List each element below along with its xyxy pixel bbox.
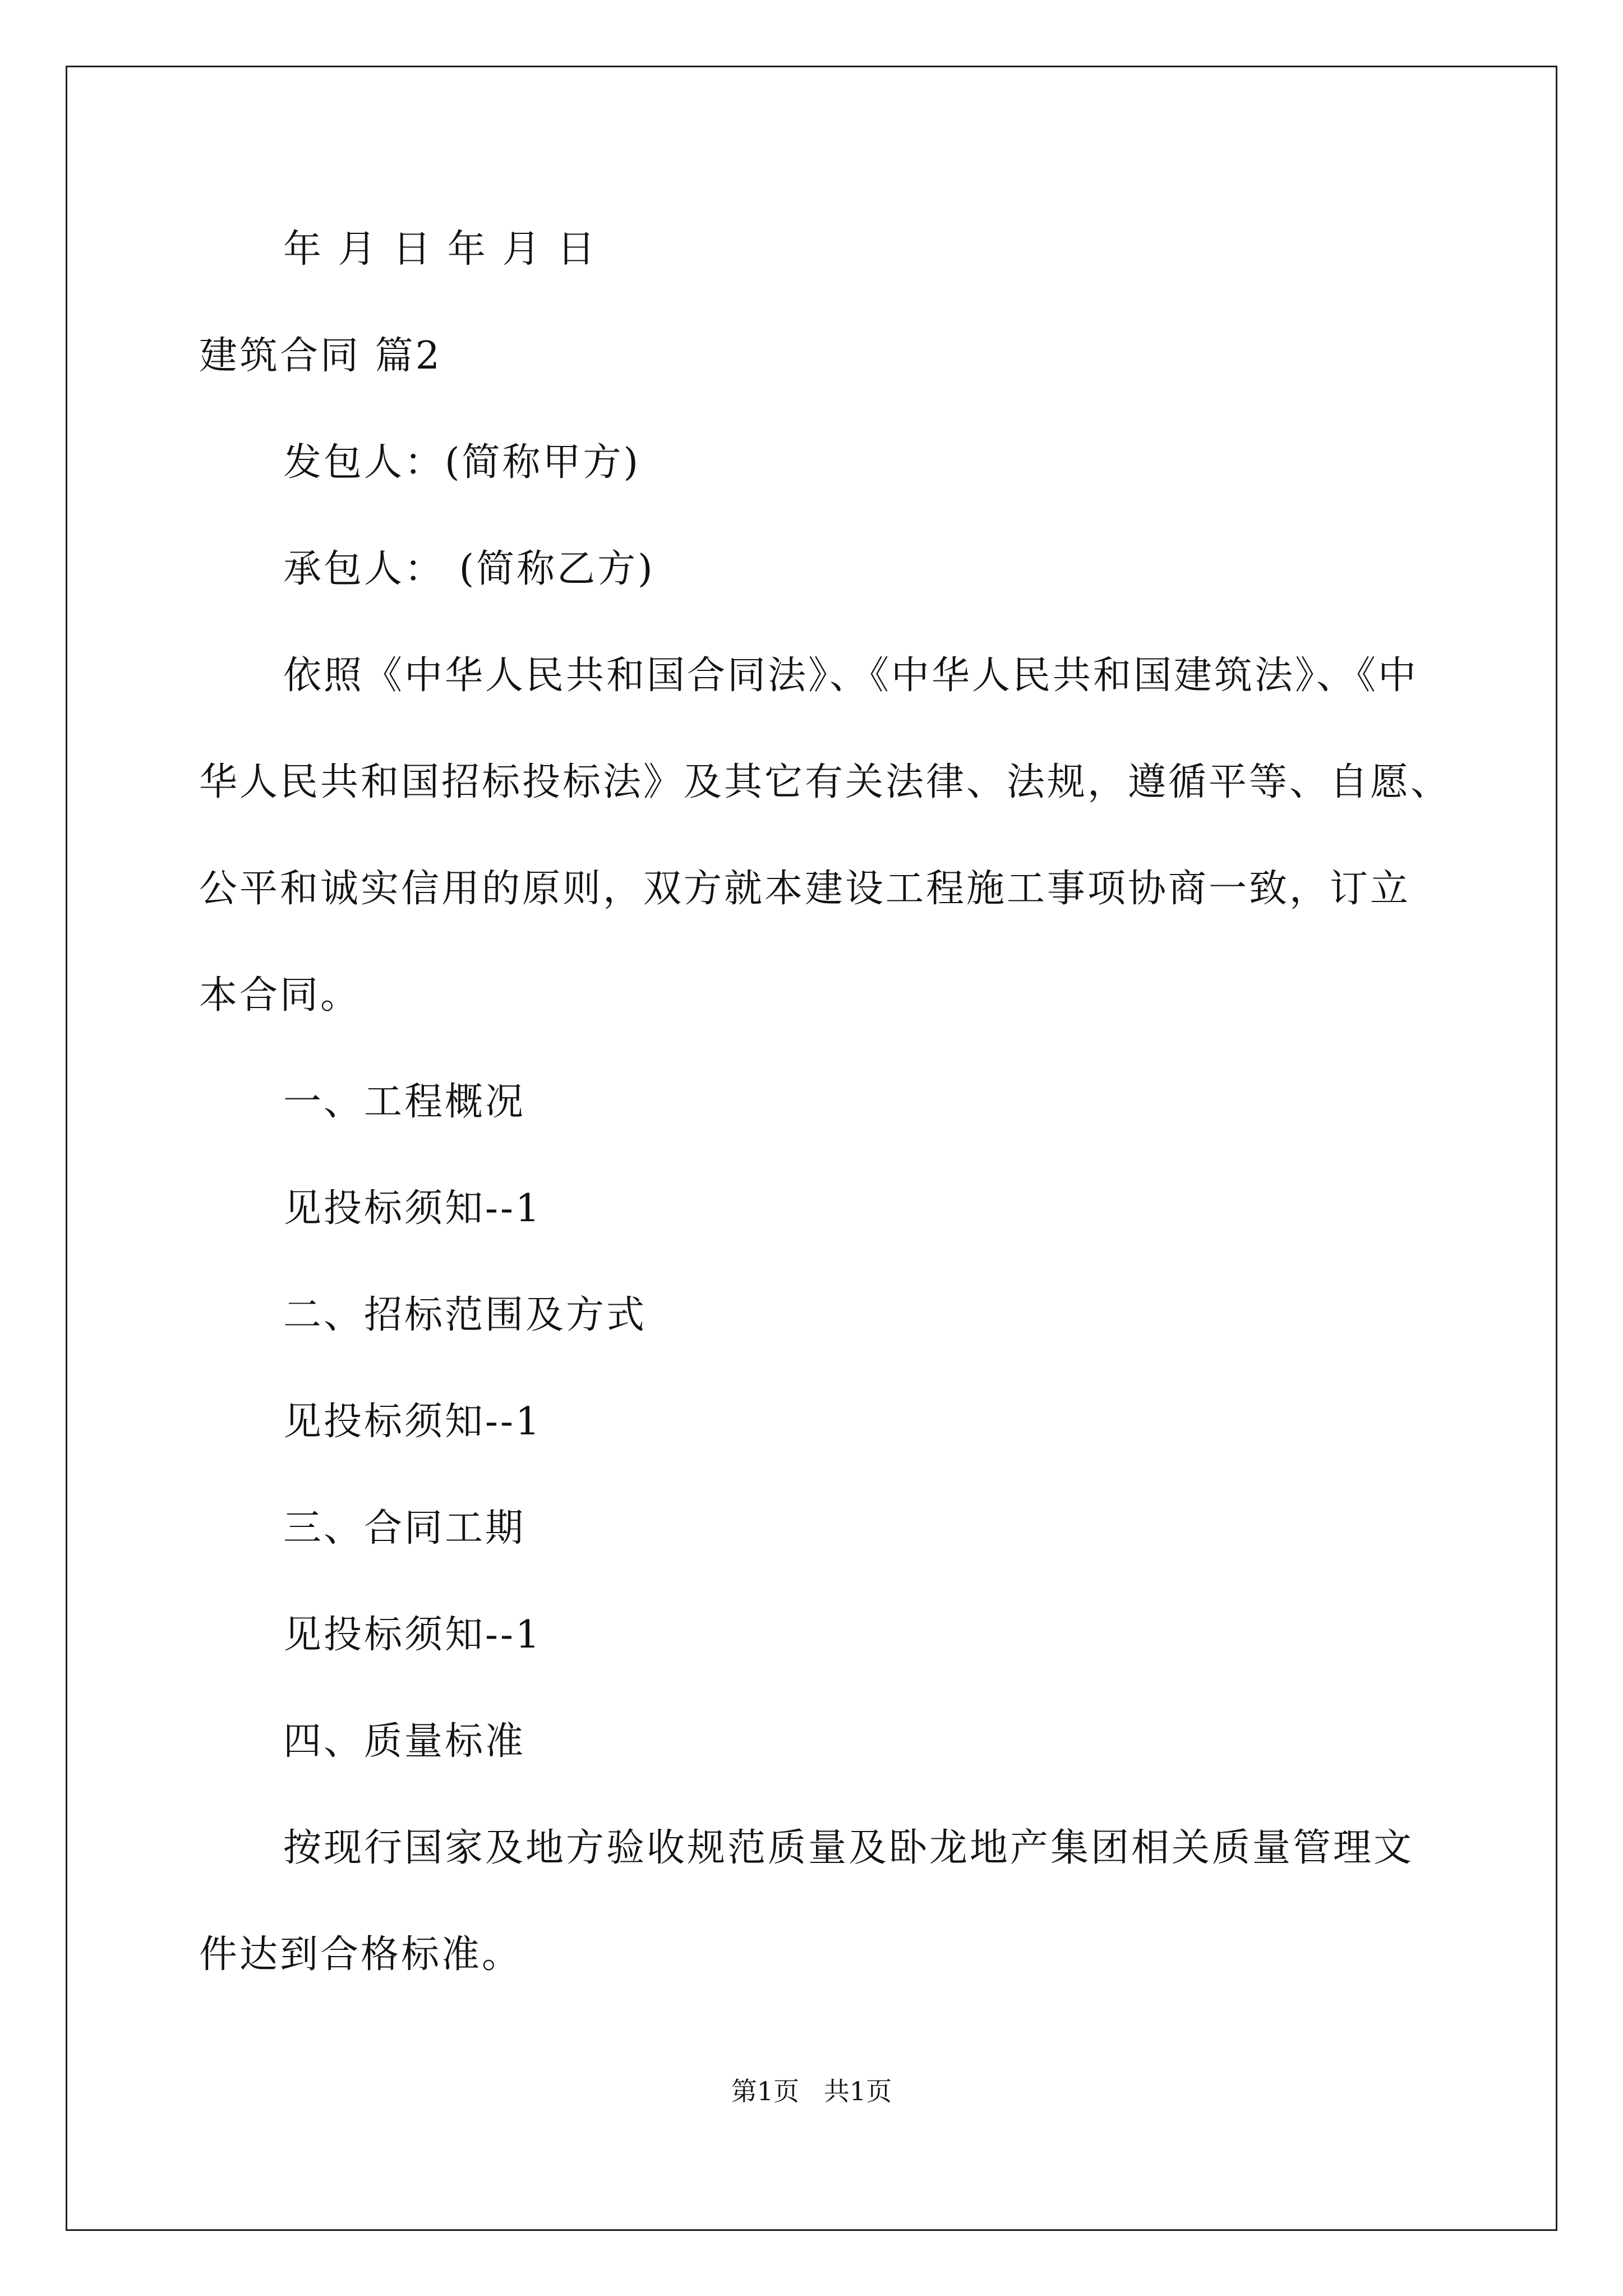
heading-quality: 四、质量标准 — [283, 1719, 526, 1764]
heading-duration: 三、合同工期 — [283, 1506, 526, 1550]
party-a-line: 发包人：(简称甲方) — [283, 440, 641, 485]
reference-line: 见投标须知--1 — [283, 1613, 542, 1657]
paragraph-line: 按现行国家及地方验收规范质量及卧龙地产集团相关质量管理文 — [283, 1826, 1414, 1870]
page-border — [66, 66, 1557, 2231]
reference-line: 见投标须知--1 — [283, 1186, 542, 1231]
page-footer: 第1页 共1页 — [731, 2076, 892, 2106]
section-title: 建筑合同 篇2 — [199, 334, 442, 378]
paragraph-line: 依照《中华人民共和国合同法》、《中华人民共和国建筑法》、《中 — [283, 654, 1419, 698]
reference-line: 见投标须知--1 — [283, 1400, 542, 1444]
paragraph-line: 华人民共和国招标投标法》及其它有关法律、法规，遵循平等、自愿、 — [199, 760, 1451, 804]
heading-project-overview: 一、工程概况 — [283, 1080, 526, 1124]
paragraph-line: 本合同。 — [199, 973, 361, 1018]
heading-scope: 二、招标范围及方式 — [283, 1293, 647, 1337]
paragraph-line: 件达到合格标准。 — [199, 1932, 523, 1977]
date-line: 年 月 日 年 月 日 — [283, 227, 598, 272]
party-b-line: 承包人： (简称乙方) — [283, 547, 655, 591]
paragraph-line: 公平和诚实信用的原则，双方就本建设工程施工事项协商一致，订立 — [199, 867, 1411, 911]
